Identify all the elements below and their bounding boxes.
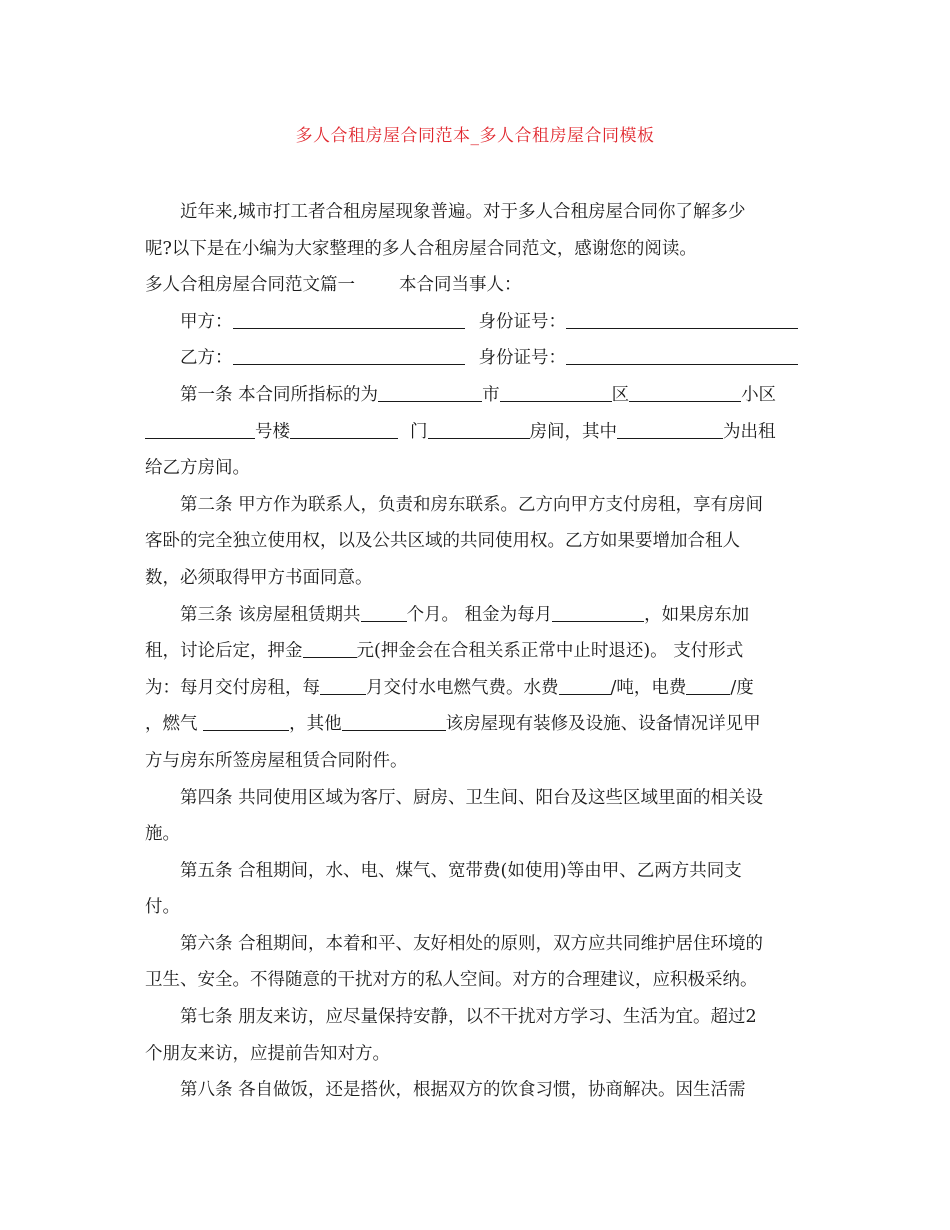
article-4-line-1: 第四条 共同使用区域为客厅、厨房、卫生间、阳台及这些区域里面的相关设 bbox=[180, 787, 764, 808]
party-b-label: 乙方： bbox=[180, 348, 233, 369]
party-b-blank[interactable] bbox=[233, 346, 465, 365]
document-body bbox=[145, 194, 805, 1109]
term-months-blank[interactable] bbox=[361, 603, 407, 622]
article-3-line-2: 租，讨论后定，押金 元(押金会在合租关系正常中止时退还)。 支付形式 bbox=[145, 641, 744, 662]
article-8-line-1: 第八条 各自做饭，还是搭伙，根据双方的饮食习惯，协商解决。因生活需 bbox=[180, 1080, 746, 1101]
article-6-line-1: 第六条 合租期间，本着和平、友好相处的原则，双方应共同维护居住环境的 bbox=[180, 933, 764, 954]
city-blank[interactable] bbox=[378, 383, 482, 402]
article-1-line-1: 第一条 本合同所指标的为 市 区 小区 bbox=[180, 384, 777, 405]
article-5-line-1: 第五条 合租期间，水、电、煤气、宽带费(如使用)等由甲、乙两方共同支 bbox=[180, 860, 742, 881]
section-heading: 多人合租房屋合同范文篇一 bbox=[145, 275, 355, 296]
gas-fee-blank[interactable] bbox=[203, 712, 289, 731]
article-2-line-2: 客卧的完全独立使用权，以及公共区域的共同使用权。乙方如果要增加合租人 bbox=[145, 531, 740, 552]
utility-period-blank[interactable] bbox=[320, 676, 366, 695]
article-3-line-4: ，燃气 ，其他 该房屋现有装修及设施、设备情况详见甲 bbox=[145, 714, 761, 735]
article-2-line-3: 数，必须取得甲方书面同意。 bbox=[145, 567, 373, 588]
party-a-id-blank[interactable] bbox=[566, 310, 798, 329]
door-blank[interactable] bbox=[428, 420, 530, 439]
article-3-line-3: 为：每月交付房租，每 月交付水电燃气费。水费 /吨，电费 /度 bbox=[145, 677, 754, 698]
article-4-line-2: 施。 bbox=[145, 824, 180, 845]
deposit-blank[interactable] bbox=[303, 639, 357, 658]
room-blank[interactable] bbox=[617, 420, 723, 439]
party-a-label: 甲方： bbox=[180, 311, 233, 332]
article-2-line-1: 第二条 甲方作为联系人，负责和房东联系。乙方向甲方支付房租，享有房间 bbox=[180, 494, 764, 515]
parties-label: 本合同当事人： bbox=[399, 275, 522, 296]
article-3-line-5: 方与房东所签房屋租赁合同附件。 bbox=[145, 750, 408, 771]
article-1-line-2: 号楼 门 房间，其中 为出租 bbox=[145, 414, 805, 451]
district-blank[interactable] bbox=[500, 383, 612, 402]
document-title: 多人合租房屋合同范本_多人合租房屋合同模板 bbox=[295, 126, 655, 146]
party-b-id-label: 身份证号： bbox=[478, 348, 566, 369]
article-3-line-1: 第三条 该房屋租赁期共 个月。 租金为每月 ，如果房东加 bbox=[180, 604, 750, 625]
rent-blank[interactable] bbox=[552, 603, 644, 622]
other-fee-blank[interactable] bbox=[342, 712, 446, 731]
electricity-fee-blank[interactable] bbox=[686, 676, 730, 695]
article-7-line-1: 第七条 朋友来访，应尽量保持安静，以不干扰对方学习、生活为宜。超过2 bbox=[180, 1007, 757, 1028]
article-1-line-3: 给乙方房间。 bbox=[145, 458, 250, 479]
intro-line-2: 呢?以下是在小编为大家整理的多人合租房屋合同范文，感谢您的阅读。 bbox=[145, 238, 697, 259]
unit-blank[interactable] bbox=[290, 420, 398, 439]
party-b-line bbox=[145, 340, 805, 377]
article-5-line-2: 付。 bbox=[145, 897, 180, 918]
building-blank[interactable] bbox=[145, 420, 255, 439]
section-heading-line bbox=[145, 267, 805, 304]
article-7-line-2: 个朋友来访，应提前告知对方。 bbox=[145, 1043, 390, 1064]
party-a-line bbox=[145, 304, 805, 341]
water-fee-blank[interactable] bbox=[559, 676, 611, 695]
party-a-blank[interactable] bbox=[233, 310, 465, 329]
community-blank[interactable] bbox=[629, 383, 741, 402]
article-6-line-2: 卫生、安全。不得随意的干扰对方的私人空间。对方的合理建议，应积极采纳。 bbox=[145, 970, 758, 991]
intro-line-1: 近年来,城市打工者合租房屋现象普遍。对于多人合租房屋合同你了解多少 bbox=[180, 202, 746, 222]
party-b-id-blank[interactable] bbox=[566, 346, 798, 365]
party-a-id-label: 身份证号： bbox=[478, 311, 566, 332]
